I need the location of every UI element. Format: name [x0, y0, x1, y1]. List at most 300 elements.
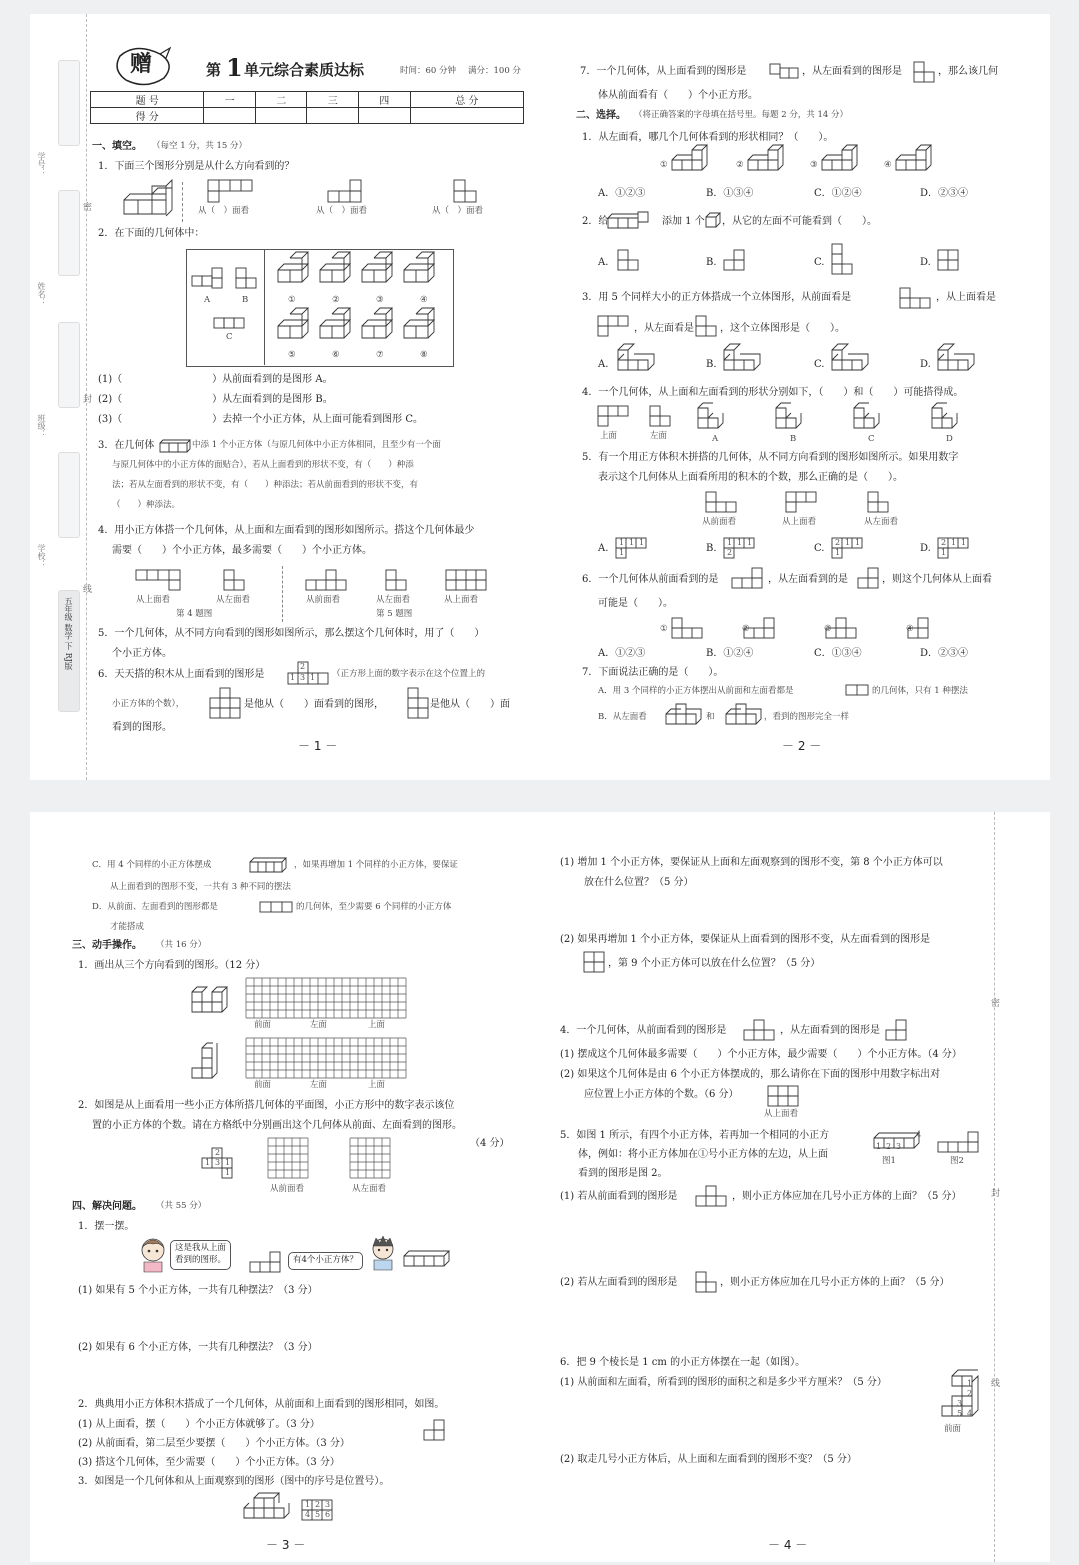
r5-figure-2: [938, 1132, 984, 1156]
score-cell[interactable]: [307, 108, 359, 124]
c5-cap-left: 从左面看: [864, 517, 899, 527]
class-label: 班级：: [37, 414, 46, 438]
q3-line-1b: 中添 1 个小正方体（与原几何体中小正方体相同，且至少有一个面: [192, 440, 441, 450]
r3-solid: [242, 1494, 302, 1526]
r5-fig2-caption: 图2: [950, 1156, 964, 1166]
c3-option-c[interactable]: C.: [814, 359, 825, 370]
q1-blank-3[interactable]: 从（ ）面看: [432, 206, 484, 216]
o1-grid-1[interactable]: [246, 978, 410, 1022]
c6-line-1b: ，从左面看到的是: [768, 574, 848, 585]
c5-b-num: 1: [737, 538, 743, 547]
q2-part-3: (3)（ ）去掉一个小正方体，从上面可能看到图形 C。: [98, 414, 423, 425]
q7-left-view: [914, 62, 936, 84]
q2-box-divider: [264, 249, 265, 365]
c1-num-2: ②: [736, 160, 744, 170]
r4-q2-line-2: 应位置上小正方体的个数。（6 分）: [584, 1089, 739, 1100]
unit-title: 单元综合素质达标: [244, 61, 365, 79]
cut-mark-xian: 线: [989, 1378, 999, 1387]
c5-option-a[interactable]: A.: [598, 543, 609, 554]
cut-mark-xian: 线: [81, 584, 91, 593]
r4-text-a: 4．一个几何体，从前面看到的图形是: [560, 1025, 727, 1036]
o1-solid-2: [190, 1042, 230, 1082]
r6-num: 3: [957, 1399, 963, 1408]
bubble-line-2: 看到的图形。: [175, 1254, 227, 1265]
c6-options: [672, 618, 972, 640]
c5-d-num: 2: [941, 538, 947, 547]
school-box[interactable]: [58, 452, 80, 538]
r6-q2: (2) 取走几号小正方体后，从上面和左面看到的图形不变？（5 分）: [560, 1454, 857, 1465]
cut-mark-feng: 封: [81, 394, 91, 403]
section-4-heading: 四、解决问题。: [72, 1201, 142, 1212]
c6-left-view: [858, 568, 880, 590]
c1-option-a[interactable]: A．①②③: [598, 188, 646, 199]
c2-option-a-view: [618, 250, 640, 272]
sheet-pages-1-2: [30, 14, 1050, 780]
c6-num-1: ①: [660, 624, 668, 634]
o1-cap-front-1: 前面: [254, 1020, 272, 1030]
full-score: 满分：100 分: [468, 66, 521, 76]
c7-option-b-2: ，看到的图形完全一样: [764, 712, 850, 722]
c5-option-c[interactable]: C.: [814, 543, 825, 554]
score-row-label: 得 分: [91, 108, 204, 124]
q4-cap-left: 从左面看: [216, 595, 251, 605]
r3-pos: 6: [325, 1510, 331, 1519]
bubble-question: 有4个小正方体？: [293, 1255, 358, 1265]
student-id-box[interactable]: [58, 60, 80, 146]
q6-line-2b: 是他从（ ）面看到的图形，: [244, 699, 384, 710]
c4-opt-b[interactable]: B: [790, 434, 797, 444]
q2-num-3: ③: [376, 295, 384, 305]
score-header-5: 总 分: [410, 92, 523, 108]
c5-d-num: 1: [941, 548, 947, 557]
r3-pos: 4: [305, 1510, 311, 1519]
score-header-2: 二: [255, 92, 307, 108]
score-cell[interactable]: [255, 108, 307, 124]
score-cell[interactable]: [359, 108, 411, 124]
r5-q2-b: ，则小正方体应加在几号小正方体的上面？（5 分）: [720, 1277, 950, 1288]
q6-line-2a: 小正方体的个数），: [112, 699, 185, 709]
q1-view-a: [208, 180, 254, 206]
c2-solid: [606, 210, 660, 232]
r2-text: 2．典典用小正方体积木搭成了一个几何体，从前面和上面看到的图形相同，如图。: [78, 1399, 445, 1410]
r5-fig1-num: 1: [876, 1142, 882, 1151]
q4-q5-views: [136, 570, 496, 596]
c5-option-b[interactable]: B.: [706, 543, 717, 554]
r5-fig1-caption: 图1: [882, 1156, 896, 1166]
section-1-note: （每空 1 分，共 15 分）: [152, 141, 248, 151]
r6-text: 6．把 9 个棱长是 1 cm 的小正方体摆在一起（如图）。: [560, 1357, 806, 1368]
o2-num: 3: [215, 1158, 221, 1167]
c5-a-num: 1: [639, 538, 645, 547]
q5-figure-title: 第 5 题图: [376, 609, 413, 619]
c5-cap-top: 从上面看: [782, 517, 817, 527]
c2-option-c-view: [832, 244, 854, 276]
page-number-3: － 3 －: [266, 1538, 306, 1552]
r2-q1: (1) 从上面看，摆（ ）个小正方体就够了。（3 分）: [78, 1419, 320, 1430]
r1-top-view: [250, 1252, 286, 1274]
c6-option-d[interactable]: D．②③④: [920, 648, 969, 659]
r3-text: 3．如图是一个几何体和从上面观察到的图形（图中的序号是位置号）。: [78, 1476, 390, 1487]
c3-front-view: [900, 288, 936, 310]
q1-view-c: [454, 180, 484, 206]
c7-a-figure: [846, 685, 870, 697]
c7-option-b-1[interactable]: B．从左面看: [598, 712, 647, 722]
o1-cap-left-2: 左面: [310, 1080, 328, 1090]
r1-text: 1．摆一摆。: [78, 1221, 135, 1232]
c5-a-num: 1: [619, 548, 625, 557]
c1-solids: [670, 150, 970, 176]
q4-line-1: 4．用小正方体搭一个几何体，从上面和左面看到的图形如图所示。搭这个几何体最少: [98, 525, 475, 536]
r2-view: [424, 1420, 448, 1444]
c5-c-num: 2: [835, 538, 841, 547]
boy-avatar: [368, 1236, 398, 1272]
q2-shapes: [192, 268, 258, 348]
girl-speech-bubble: [170, 1240, 231, 1270]
c7-b-figures: [664, 704, 774, 732]
c7-option-a-2: 的几何体，只有 1 种摆法: [872, 686, 968, 696]
section-3-heading: 三、动手操作。: [72, 940, 142, 951]
c5-option-grids: [616, 538, 976, 560]
sheet-pages-3-4: [30, 812, 1050, 1562]
q6-line-2c: 是他从（ ）面: [430, 699, 510, 710]
c5-c-num: 1: [855, 538, 861, 547]
gift-label: 赠: [130, 51, 153, 77]
q6-num: 1: [310, 673, 316, 682]
c5-b-num: 1: [747, 538, 753, 547]
q2-num-4: ④: [420, 295, 428, 305]
c5-c-num: 1: [835, 548, 841, 557]
r5-line-2: 体，例如：将小正方体加在①号小正方体的左边，从上面: [578, 1149, 828, 1160]
o2-grid-front[interactable]: [268, 1138, 314, 1184]
q1-text: 1．下面三个图形分别是从什么方向看到的？: [98, 161, 295, 172]
c4-text: 4．一个几何体，从上面和左面看到的形状分别如下，（ ）和（ ）可能搭得成。: [582, 387, 964, 398]
c2-option-c[interactable]: C.: [814, 257, 825, 268]
q2-part-2: (2)（ ）从左面看到的是图形 B。: [98, 394, 333, 405]
q7-line-1a: 7．一个几何体，从上面看到的图形是: [580, 66, 747, 77]
o2-num: 2: [215, 1148, 221, 1157]
cut-line-right: [994, 812, 995, 1562]
score-table: [90, 91, 524, 124]
c2-cube: [706, 213, 722, 229]
q1-view-b: [328, 180, 374, 206]
r4-answer-grid[interactable]: [768, 1086, 802, 1110]
c6-num-4: ④: [906, 624, 914, 634]
q4-cap-top: 从上面看: [136, 595, 171, 605]
q1-blank-1[interactable]: 从（ ）面看: [198, 206, 250, 216]
score-cell[interactable]: [410, 108, 523, 124]
c6-option-a[interactable]: A．①②③: [598, 648, 646, 659]
c1-num-3: ③: [810, 160, 818, 170]
c7-d-figure: [260, 902, 294, 914]
q6-line-3: 看到的图形。: [112, 722, 172, 733]
q2-text: 2．在下面的几何体中：: [98, 228, 205, 239]
score-header-0: 题 号: [91, 92, 204, 108]
q7-line-2: 体从前面看有（ ）个小正方形。: [598, 90, 758, 101]
q3-line-2: 与原几何体中的小正方体的面贴合），若从上面看到的形状不变，有（ ）种添: [112, 460, 414, 470]
q1-blank-2[interactable]: 从（ ）面看: [316, 206, 368, 216]
c7-option-b-and: 和: [706, 712, 715, 722]
c5-cap-front: 从前面看: [702, 517, 737, 527]
c2-text-c: ，从它的左面不可能看到（ ）。: [722, 216, 877, 227]
c6-option-b[interactable]: B．①②④: [706, 648, 754, 659]
r3-a2-line-2: ，第 9 个小正方体可以放在什么位置？（5 分）: [608, 958, 821, 969]
q5-line-1: 5．一个几何体，从不同方向看到的图形如图所示，那么摆这个几何体时，用了（ ）: [98, 628, 485, 639]
c3-option-d[interactable]: D.: [920, 359, 931, 370]
c7-c-figure: [248, 856, 288, 874]
o2-num: 1: [205, 1158, 211, 1167]
o2-num: 1: [225, 1158, 231, 1167]
o2-cap-left: 从左面看: [352, 1184, 387, 1194]
page-number-4: － 4 －: [768, 1538, 808, 1552]
q2-num-6: ⑥: [332, 350, 340, 360]
r3-a1-line-1: (1) 增加 1 个小正方体，要保证从上面和左面观察到的图形不变，第 8 个小正方体可以: [560, 857, 943, 868]
q5-cap-left: 从左面看: [376, 595, 411, 605]
r4-grid-caption: 从上面看: [764, 1109, 799, 1119]
r3-pos: 2: [315, 1500, 321, 1509]
r6-solid: [938, 1374, 988, 1424]
r4-q2-line-1: (2) 如果这个几何体是由 6 个小正方体摆成的，那么请你在下面的图形中用数字标出对: [560, 1069, 941, 1080]
q5-cap-front: 从前面看: [306, 595, 341, 605]
c6-line-1a: 6．一个几何体从前面看到的是: [582, 574, 719, 585]
c5-a-num: 1: [629, 538, 635, 547]
boy-speech-bubble: [288, 1252, 363, 1270]
o2-line-1: 2．如图是从上面看用一些小正方体所搭几何体的平面图，小正方形中的数字表示该位: [78, 1100, 455, 1111]
q5-cap-top: 从上面看: [444, 595, 479, 605]
c6-line-2: 可能是（ ）。: [598, 598, 673, 609]
r6-num: 1: [967, 1379, 973, 1388]
c1-text: 1．从左面看，哪几个几何体看到的形状相同？（ ）。: [582, 132, 834, 143]
o2-points: （4 分）: [470, 1138, 510, 1149]
r5-fig1-num: 3: [896, 1142, 902, 1151]
c4-opt-c[interactable]: C: [868, 434, 875, 444]
r5-q1-a: (1) 若从前面看到的图形是: [560, 1191, 678, 1202]
c1-option-c[interactable]: C．①②④: [814, 188, 862, 199]
o1-cap-top-2: 上面: [368, 1080, 386, 1090]
r1-solid: [402, 1248, 452, 1272]
c5-a-num: 1: [619, 538, 625, 547]
c5-b-num: 1: [727, 538, 733, 547]
book-tab: [58, 590, 80, 712]
c3-line-2a: ，从左面看是: [634, 323, 694, 334]
q3-line-3: 法；若从左面看到的形状不变，有（ ）种添法；若从前面看到的形状不变，有: [112, 480, 419, 490]
c7-option-a-1[interactable]: A．用 3 个同样的小正方体摆出从前面和左面看都是: [598, 686, 794, 696]
r5-q1-view: [696, 1186, 730, 1208]
r3-a1-line-2: 放在什么位置？（5 分）: [584, 877, 694, 888]
q6-line-1b: （正方形上面的数字表示在这个位置上的: [332, 669, 486, 679]
divider: [182, 182, 183, 222]
c2-text-a: 2．给: [582, 216, 609, 227]
o1-cap-left-1: 左面: [310, 1020, 328, 1030]
o2-grid-left[interactable]: [350, 1138, 396, 1184]
student-id-label: 学号：: [37, 152, 46, 176]
c3-option-b[interactable]: B.: [706, 359, 717, 370]
c5-option-d[interactable]: D.: [920, 543, 931, 554]
c5-d-num: 1: [961, 538, 967, 547]
section-3-note: （共 16 分）: [156, 940, 207, 950]
c3-left-view: [696, 316, 718, 338]
c2-option-b[interactable]: B.: [706, 257, 717, 268]
score-header-4: 四: [359, 92, 411, 108]
page-number-1: － 1 －: [298, 739, 338, 753]
c5-line-2: 表示这个几何体从上面看所用的积木的个数，那么正确的是（ ）。: [598, 472, 903, 483]
school-label: 学校：: [37, 544, 46, 568]
q2-num-7: ⑦: [376, 350, 384, 360]
q2-num-2: ②: [332, 295, 340, 305]
o1-text: 1．画出从三个方向看到的图形。（12 分）: [78, 960, 266, 971]
section-2-note: （将正确答案的字母填在括号里。每题 2 分，共 14 分）: [634, 110, 849, 120]
q3-line-4: （ ）种添法。: [112, 500, 181, 510]
r6-num: 2: [967, 1389, 973, 1398]
r6-num: 4: [967, 1409, 973, 1418]
r5-fig1-num: 4: [916, 1130, 922, 1139]
book-label: 五年级 数学 下 RJ版: [64, 597, 73, 670]
q6-num: 2: [300, 662, 306, 671]
q4-line-2: 需要（ ）个小正方体，最多需要（ ）个小正方体。: [112, 545, 372, 556]
r3-pos: 3: [325, 1500, 331, 1509]
c4-opt-a[interactable]: A: [712, 434, 719, 444]
q6-num: 1: [290, 673, 296, 682]
q7-top-view: [770, 64, 800, 80]
r6-q1: (1) 从前面和左面看，所看到的图形的面积之和是多少平方厘米？（5 分）: [560, 1377, 887, 1388]
c1-num-4: ④: [884, 160, 892, 170]
r2-q2: (2) 从前面看，第二层至少要摆（ ）个小正方体。（3 分）: [78, 1438, 350, 1449]
q2-num-1: ①: [288, 295, 296, 305]
section-2-heading: 二、选择。: [576, 110, 626, 121]
q3-inline-solid: [158, 437, 190, 455]
name-label: 姓名：: [37, 282, 46, 306]
c6-line-1c: ，则这个几何体从上面看: [882, 574, 992, 585]
section-1-heading: 一、填空。: [92, 141, 142, 152]
r5-q2-view: [696, 1272, 720, 1294]
r6-num: 5: [957, 1409, 963, 1418]
r5-line-1: 5．如图 1 所示，有四个小正方体，若再加一个相同的小正方: [560, 1130, 830, 1141]
girl-avatar: [138, 1236, 168, 1274]
c5-c-num: 1: [845, 538, 851, 547]
q3-line-1a: 3．在几何体: [98, 440, 155, 451]
q6-line-1a: 6．天天搭的积木从上面看到的图形是: [98, 669, 265, 680]
r4-left-view: [886, 1020, 910, 1042]
q6-view-2: [408, 688, 432, 720]
c2-option-a[interactable]: A.: [598, 257, 609, 268]
c5-line-1: 5．有一个用正方体积木拼搭的几何体，从不同方向看到的图形如图所示。如果用数字: [582, 452, 959, 463]
q2-num-8: ⑧: [420, 350, 428, 360]
c1-option-b[interactable]: B．①③④: [706, 188, 754, 199]
r3-pos: 5: [315, 1510, 321, 1519]
r5-q1-b: ，则小正方体应加在几号小正方体的上面？（5 分）: [732, 1191, 962, 1202]
c6-option-c[interactable]: C．①③④: [814, 648, 862, 659]
q7-line-1c: ，那么该几何: [938, 66, 998, 77]
o2-line-2: 置的小正方体的个数。请在方格纸中分别画出这个几何体从前面、左面看到的图形。: [92, 1120, 462, 1131]
c2-option-d-view: [938, 250, 960, 272]
r1-q2: (2) 如果有 6 个小正方体，一共有几种摆法？（3 分）: [78, 1342, 318, 1353]
c4-cap-top: 上面: [600, 431, 618, 441]
c1-option-d[interactable]: D．②③④: [920, 188, 969, 199]
c5-d-num: 1: [951, 538, 957, 547]
score-header-3: 三: [307, 92, 359, 108]
name-box[interactable]: [58, 190, 80, 276]
c4-cap-left: 左面: [650, 431, 668, 441]
score-cell[interactable]: [204, 108, 256, 124]
q2-shape-label-b: B: [242, 295, 249, 305]
c6-num-2: ②: [742, 624, 750, 634]
r5-line-3: 看到的图形是图 2。: [578, 1168, 668, 1179]
c3-line-2b: ，这个立体图形是（ ）。: [720, 323, 845, 334]
c3-option-solids: [616, 348, 1036, 380]
o1-cap-top-1: 上面: [368, 1020, 386, 1030]
o1-cap-front-2: 前面: [254, 1080, 272, 1090]
q6-num: 3: [300, 673, 306, 682]
c7-option-d-3: 才能搭成: [110, 922, 145, 932]
o2-cap-front: 从前面看: [270, 1184, 305, 1194]
c3-option-a[interactable]: A.: [598, 359, 609, 370]
c7-text: 7．下面说法正确的是（ ）。: [582, 667, 724, 678]
c7-option-d-1[interactable]: D．从前面、左面看到的图形都是: [92, 902, 218, 912]
q2-part-1: (1)（ ）从前面看到的是图形 A。: [98, 374, 333, 385]
r3-pos: 1: [305, 1500, 311, 1509]
cut-mark-feng: 封: [989, 1188, 999, 1197]
c2-text-b: 添加 1 个: [662, 216, 705, 227]
r3-a2-line-1: (2) 如果再增加 1 个小正方体，要保证从上面看到的图形不变，从左面看到的图形是: [560, 934, 931, 945]
q2-num-5: ⑤: [288, 350, 296, 360]
r4-text-b: ，从左面看到的图形是: [780, 1025, 880, 1036]
c7-option-c-2: ，如果再增加 1 个同样的小正方体，要保证: [294, 860, 458, 870]
c2-option-d[interactable]: D.: [920, 257, 931, 268]
binding-sidebar: [37, 60, 80, 750]
q7-line-1b: ，从左面看到的图形是: [802, 66, 902, 77]
q4-q5-divider: [282, 566, 283, 622]
r5-fig1-num: 2: [886, 1142, 892, 1151]
c7-option-d-2: 的几何体，至少需要 6 个同样的小正方体: [296, 902, 452, 912]
page-number-2: － 2 －: [782, 739, 822, 753]
unit-title-number: 1: [226, 53, 243, 82]
r2-q3: (3) 搭这个几何体，至少需要（ ）个小正方体。（3 分）: [78, 1457, 340, 1468]
r1-q1: (1) 如果有 5 个小正方体，一共有几种摆法？（3 分）: [78, 1285, 318, 1296]
q2-shape-label-c: C: [226, 332, 233, 342]
c6-front-view: [732, 568, 766, 590]
r6-caption: 前面: [944, 1424, 962, 1434]
c5-b-num: 2: [727, 548, 733, 557]
time-limit: 时间：60 分钟: [400, 66, 457, 76]
bubble-line-1: 这是我从上面: [175, 1243, 227, 1253]
c1-num-1: ①: [660, 160, 668, 170]
c6-num-3: ③: [824, 624, 832, 634]
cut-mark-mi: 密: [989, 998, 999, 1007]
q5-line-2: 个小正方体。: [112, 648, 172, 659]
c4-opt-d[interactable]: D: [946, 434, 953, 444]
r4-q1: (1) 摆成这个几何体最多需要（ ）个小正方体，最少需要（ ）个小正方体。（4 分）: [560, 1049, 962, 1060]
o1-grid-2[interactable]: [246, 1038, 410, 1082]
c5-views: [706, 492, 906, 516]
q6-view-1: [210, 688, 244, 720]
c7-option-c-3: 从上面看到的图形不变，一共有 3 种不同的摆法: [110, 882, 291, 892]
section-4-note: （共 55 分）: [156, 1201, 207, 1211]
o1-solid-1: [190, 986, 230, 1026]
r4-front-view: [744, 1020, 778, 1042]
cut-mark-mi: 密: [81, 202, 91, 211]
class-box[interactable]: [58, 322, 80, 408]
c2-option-b-view: [724, 250, 746, 272]
c3-top-view: [598, 316, 634, 338]
q4-figure-title: 第 4 题图: [176, 609, 213, 619]
c3-line-1b: ，从上面看是: [936, 292, 996, 303]
c3-line-1a: 3．用 5 个同样大小的正方体搭成一个立体图形，从前面看是: [582, 292, 852, 303]
unit-title-prefix: 第: [206, 61, 222, 79]
r5-q2-a: (2) 若从左面看到的图形是: [560, 1277, 678, 1288]
r3-a2-view: [584, 952, 608, 976]
o2-num: 1: [225, 1168, 231, 1177]
score-header-1: 一: [204, 92, 256, 108]
c7-option-c-1[interactable]: C．用 4 个同样的小正方体摆成: [92, 860, 212, 870]
